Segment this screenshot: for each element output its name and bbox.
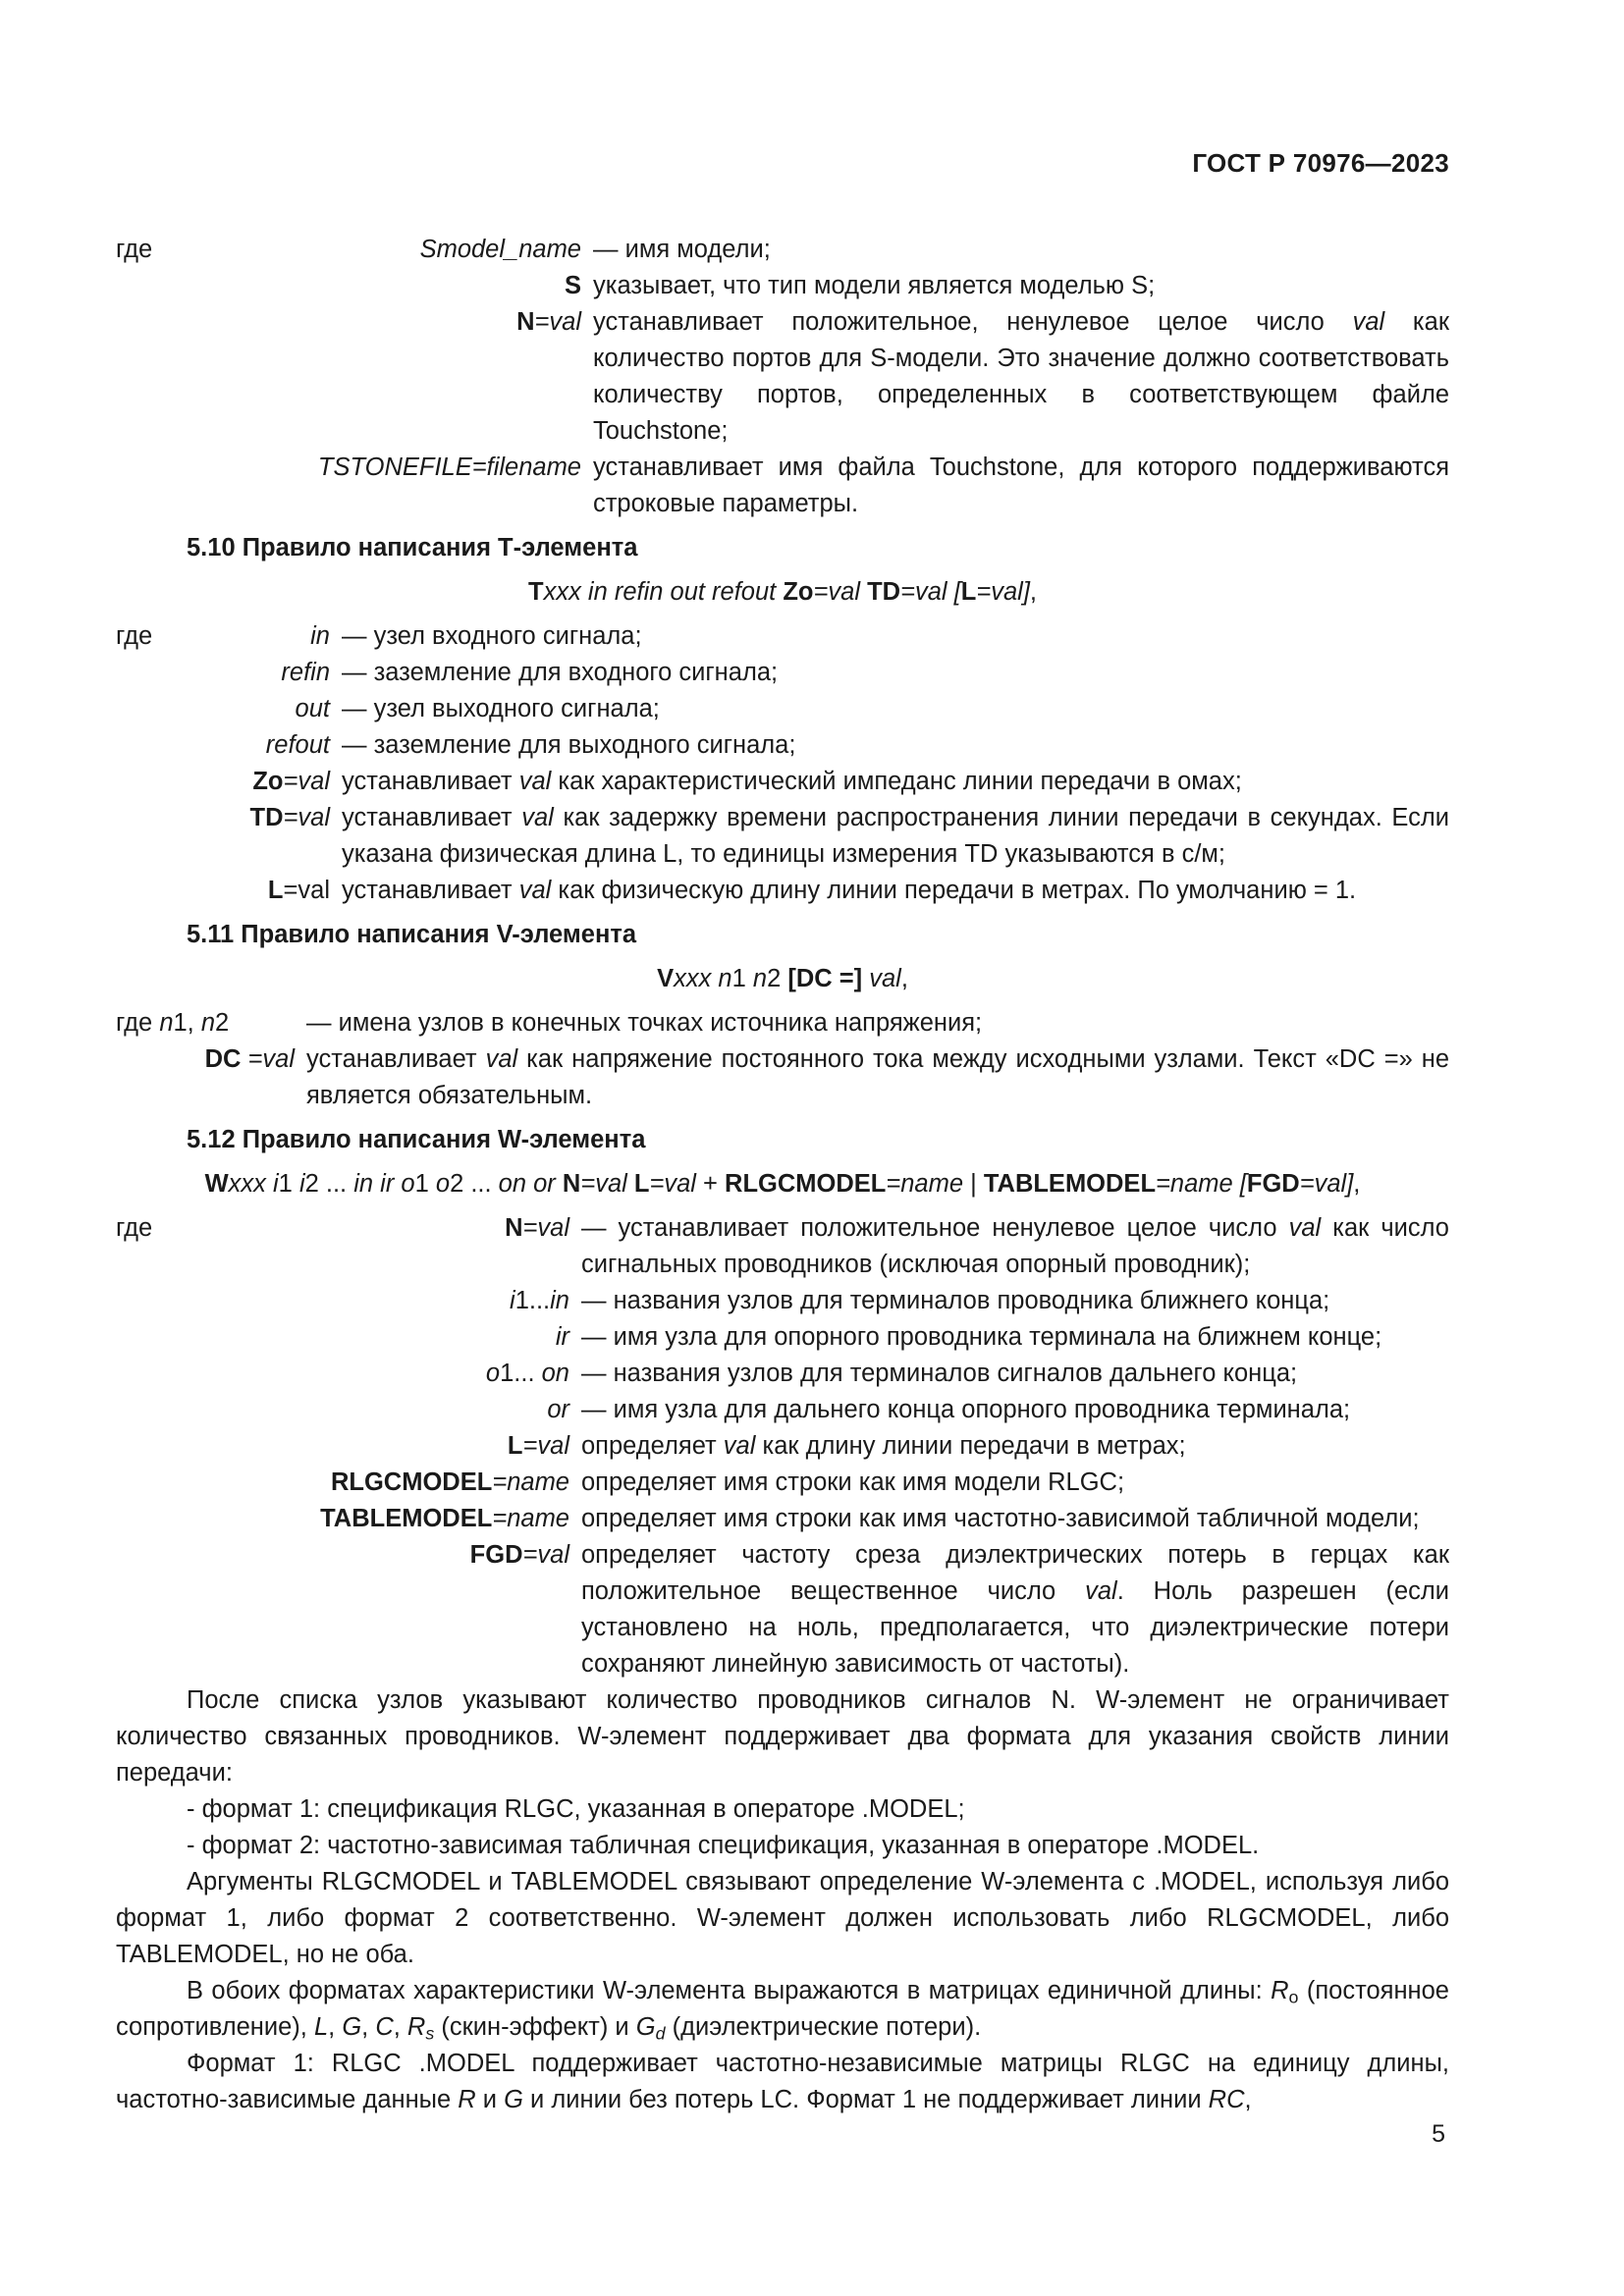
term-smodel-name: Smodel_name — [419, 236, 581, 263]
desc-ir: — имя узла для опорного проводника терминала на ближнем конце; — [581, 1323, 1382, 1351]
formula-t-element: Txxx in refin out refout Zo=val TD=val [L=val], — [527, 578, 1038, 606]
page-number: 5 — [1432, 2120, 1445, 2148]
paragraph-nodes-count: После списка узлов указывают количество проводников сигналов N. W-элемент не ограничивает количество связанных проводников. W-элемент поддерживает два формата для указания свойств линии передачи: — [116, 1686, 1449, 1787]
desc-n: устанавливает положительное, ненулевое целое число val как количество портов для S-модели. Это значение должно соответствовать количеству портов, определенных в соответствующем файле Touchstone; — [593, 308, 1449, 445]
term-i-range: i1...in — [510, 1287, 569, 1314]
term-rlgcmodel: RLGCMODEL=name — [330, 1468, 569, 1496]
term-ir: ir — [555, 1323, 569, 1351]
term-n: N=val — [505, 1214, 569, 1242]
where-label: где — [116, 236, 153, 263]
desc-refout: — заземление для выходного сигнала; — [342, 731, 796, 759]
desc-tablemodel: определяет имя строки как имя частотно-зависимой табличной модели; — [581, 1505, 1420, 1532]
formula-v-element: Vxxx n1 n2 [DC =] val, — [657, 965, 908, 992]
desc-zo: устанавливает val как характеристический импеданс линии передачи в омах; — [342, 768, 1242, 795]
paragraph-matrices: В обоих форматах характеристики W-элемента выражаются в матрицах единичной длины: $R_o$ (постоянное сопротивление), L, G, C, $R_s$ (скин-эффект) и $G_d$ (диэлектрические потери). — [116, 1977, 1449, 2044]
term-tablemodel: TABLEMODEL=name — [320, 1505, 569, 1532]
heading-5-11: 5.11 Правило написания V-элемента — [187, 921, 637, 948]
term-in: in — [310, 622, 330, 650]
page-content — [116, 232, 1449, 2118]
list-item-format-2: - формат 2: частотно-зависимая табличная спецификация, указанная в операторе .MODEL. — [187, 1832, 1260, 1859]
paragraph-model-args: Аргументы RLGCMODEL и TABLEMODEL связывают определение W-элемента с .MODEL, используя либо формат 1, либо формат 2 соответственно. W-элемент должен использовать либо RLGCMODEL, либо TABLEMODEL, но не оба. — [116, 1868, 1449, 1968]
term-o-range: o1... on — [485, 1360, 569, 1387]
term-refin: refin — [281, 659, 330, 686]
smodel-definitions — [116, 232, 1449, 522]
desc-n: — устанавливает положительное ненулевое целое число val как число сигнальных проводников (исключая опорный проводник); — [581, 1214, 1449, 1278]
where-label: где — [116, 1214, 153, 1242]
term-dc: DC =val — [204, 1045, 295, 1073]
desc-rlgcmodel: определяет имя строки как имя модели RLGC; — [581, 1468, 1125, 1496]
desc-smodel-name: — имя модели; — [593, 236, 771, 263]
desc-out: — узел выходного сигнала; — [342, 695, 660, 722]
desc-s: указывает, что тип модели является моделью S; — [593, 272, 1156, 299]
term-zo: Zo=val — [252, 768, 330, 795]
term-s: S — [564, 272, 581, 299]
desc-or: — имя узла для дальнего конца опорного проводника терминала; — [581, 1396, 1351, 1423]
term-l: L=val — [267, 877, 330, 904]
desc-o-range: — названия узлов для терминалов сигналов дальнего конца; — [581, 1360, 1298, 1387]
term-td: TD=val — [249, 804, 330, 831]
t-element-definitions — [116, 618, 1449, 909]
w-element-definitions — [116, 1210, 1449, 1682]
desc-refin: — заземление для входного сигнала; — [342, 659, 779, 686]
desc-fgd: определяет частоту среза диэлектрических потерь в герцах как положительное вещественное число val. Ноль разрешен (если установлено на ноль, предполагается, что диэлектрические потери сохраняют линейную зависимость от частоты). — [581, 1541, 1449, 1678]
desc-tstonefile: устанавливает имя файла Touchstone, для которого поддерживаются строковые параметры. — [593, 454, 1449, 517]
standard-header: ГОСТ Р 70976—2023 — [1192, 148, 1449, 178]
term-n: N=val — [516, 308, 581, 336]
v-element-definitions — [116, 1005, 1449, 1114]
term-tstonefile: TSTONEFILE=filename — [317, 454, 581, 481]
term-l: L=val — [507, 1432, 569, 1460]
term-refout: refout — [265, 731, 330, 759]
desc-dc: устанавливает val как напряжение постоянного тока между исходными узлами. Текст «DC =» не является обязательным. — [306, 1045, 1449, 1109]
desc-td: устанавливает val как задержку времени распространения линии передачи в секундах. Если указана физическая длина L, то единицы измерения TD указываются в с/м; — [342, 804, 1449, 868]
desc-l: определяет val как длину линии передачи в метрах; — [581, 1432, 1186, 1460]
desc-l: устанавливает val как физическую длину линии передачи в метрах. По умолчанию = 1. — [342, 877, 1357, 904]
term-or: or — [547, 1396, 569, 1423]
desc-nodes: — имена узлов в конечных точках источника напряжения; — [306, 1009, 983, 1037]
desc-in: — узел входного сигнала; — [342, 622, 642, 650]
where-label: где — [116, 622, 153, 650]
term-out: out — [295, 695, 330, 722]
formula-w-element: Wxxx i1 i2 ... in ir o1 o2 ... on or N=val L=val + RLGCMODEL=name | TABLEMODEL=name [FGD=val], — [204, 1170, 1361, 1198]
heading-5-10: 5.10 Правило написания Т-элемента — [187, 534, 638, 561]
heading-5-12: 5.12 Правило написания W-элемента — [187, 1126, 646, 1153]
desc-i-range: — названия узлов для терминалов проводника ближнего конца; — [581, 1287, 1330, 1314]
where-nodes-label: где n1, n2 — [116, 1009, 230, 1037]
list-item-format-1: - формат 1: спецификация RLGC, указанная в операторе .MODEL; — [187, 1795, 965, 1823]
paragraph-format-1: Формат 1: RLGC .MODEL поддерживает частотно-независимые матрицы RLGC на единицу длины, частотно-зависимые данные R и G и линии без потерь LC. Формат 1 не поддерживает линии RC, — [116, 2050, 1449, 2113]
term-fgd: FGD=val — [469, 1541, 569, 1569]
